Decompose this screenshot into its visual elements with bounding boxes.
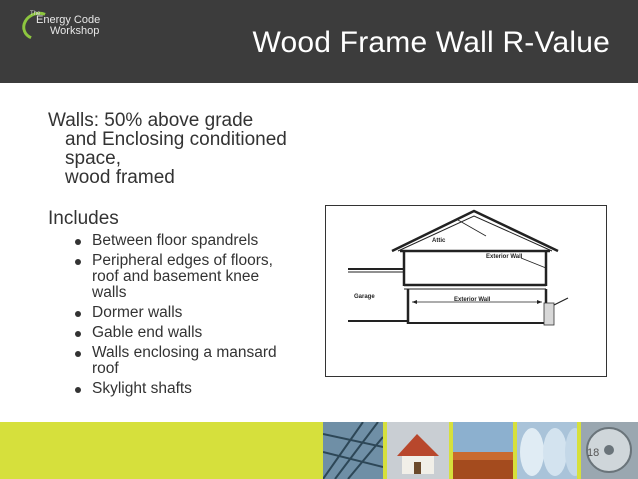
list-item bbox=[74, 305, 314, 321]
list-item bbox=[74, 345, 314, 377]
exterior-wall-pointer-2 bbox=[521, 258, 546, 268]
bullet-text: roof and basement knee bbox=[92, 268, 260, 285]
desert-photo bbox=[453, 422, 513, 479]
includes-list bbox=[74, 233, 314, 401]
para-line-3: space, bbox=[65, 148, 121, 169]
list-item bbox=[74, 381, 314, 397]
arrow-left-icon bbox=[412, 300, 417, 304]
bullet-text: Gable end walls bbox=[92, 324, 203, 341]
bullet-text: Walls enclosing a mansard bbox=[92, 344, 277, 361]
slide-title: Wood Frame Wall R-Value bbox=[252, 26, 610, 59]
label-attic: Attic bbox=[432, 238, 446, 244]
logo-small-text: The bbox=[30, 11, 41, 17]
bullet-text: roof bbox=[92, 360, 119, 377]
label-garage: Garage bbox=[354, 294, 375, 300]
page-number: 18 bbox=[587, 447, 600, 459]
house-section-svg bbox=[326, 206, 606, 376]
exterior-wall-pointer bbox=[458, 220, 486, 236]
para-line-2: and Enclosing conditioned bbox=[65, 129, 287, 150]
header-bar bbox=[0, 0, 638, 83]
includes-heading: Includes bbox=[48, 208, 119, 229]
bullet-text: Dormer walls bbox=[92, 304, 183, 321]
foundation-block bbox=[544, 303, 554, 325]
pipes-photo bbox=[517, 422, 577, 479]
para-line-1: Walls: 50% above grade bbox=[48, 110, 254, 131]
walls-paragraph bbox=[48, 111, 287, 187]
para-line-4: wood framed bbox=[65, 167, 175, 188]
bullet-text: walls bbox=[92, 284, 127, 301]
arrow-right-icon bbox=[537, 300, 542, 304]
roof-inner-line bbox=[398, 216, 552, 251]
logo-line-1: Energy Code bbox=[36, 14, 101, 26]
list-item bbox=[74, 325, 314, 341]
label-exterior-wall-upper: Exterior Wall bbox=[486, 254, 523, 260]
list-item bbox=[74, 233, 314, 249]
grade-line bbox=[554, 298, 568, 305]
bullet-text: Peripheral edges of floors, bbox=[92, 252, 273, 269]
house-section-diagram bbox=[325, 205, 607, 377]
list-item bbox=[74, 253, 314, 301]
label-exterior-wall-lower: Exterior Wall bbox=[454, 297, 491, 303]
house-model-photo bbox=[387, 422, 449, 479]
glass-building-photo bbox=[323, 422, 383, 479]
bullet-text: Skylight shafts bbox=[92, 380, 192, 397]
energy-code-workshop-logo bbox=[22, 10, 132, 38]
logo-line-2: Workshop bbox=[50, 25, 100, 37]
bullet-text: Between floor spandrels bbox=[92, 232, 259, 249]
roof-line bbox=[392, 211, 558, 251]
